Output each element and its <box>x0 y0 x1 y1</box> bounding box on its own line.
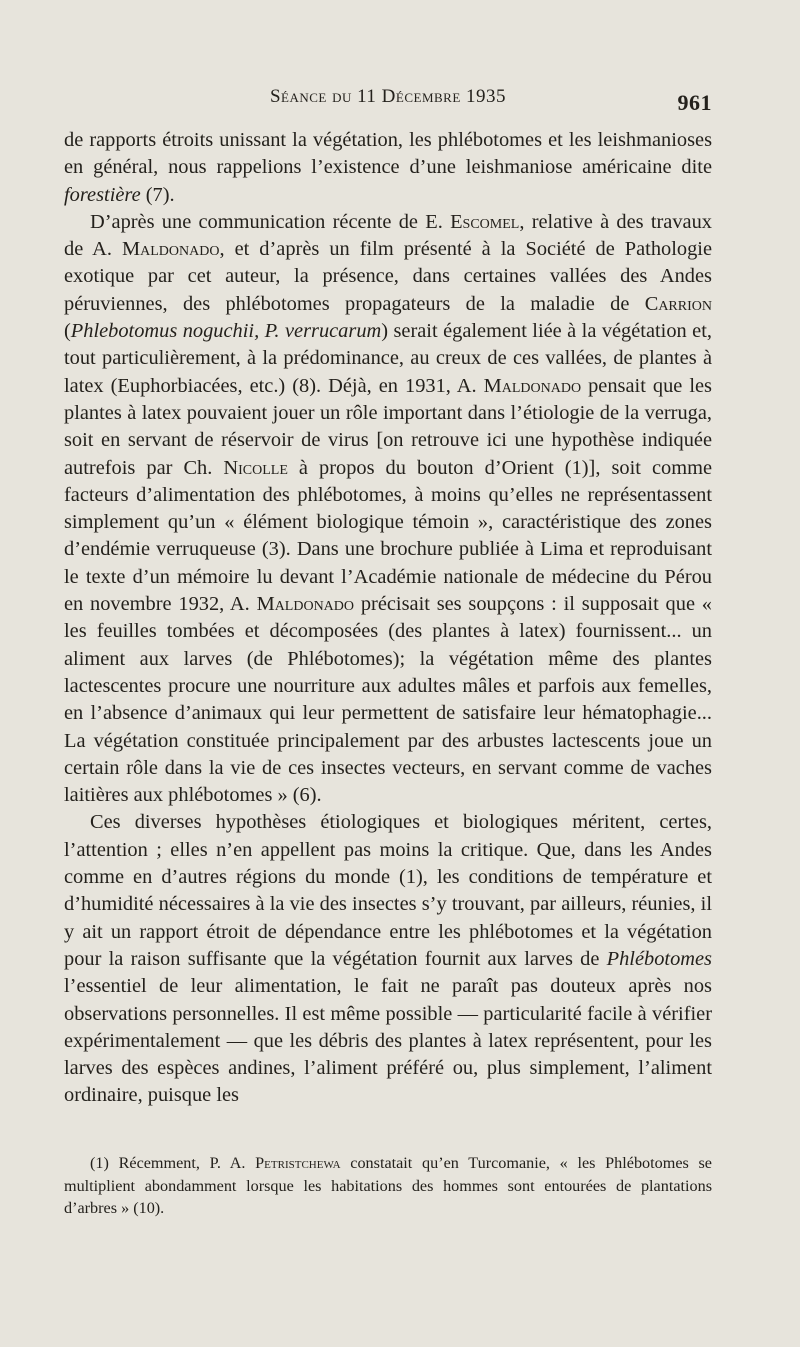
author-name: Petristchewa <box>255 1154 341 1172</box>
text-run: de rapports étroits unissant la végétation, les phlébotomes et les leishmanioses en général, nous rappelions l’existence d’une leishmaniose américaine dite <box>64 129 712 179</box>
text-run: Ces diverses hypothèses étiologiques et biologiques méritent, certes, l’attention ; elles n’en appellent pas moins la critique. Que, dans les Andes comme en d’autres régions du monde (1), les conditions de température et d’humidité nécessaires à la vie des insectes s’y trouvant, par ailleurs, réunies, il y ait un rapport étroit de dépendance entre les phlébotomes et la végétation pour la raison suffisante que la végétation fournit aux larves de <box>64 811 712 970</box>
text-run: à propos du bouton d’Orient (1)], soit comme facteurs d’alimentation des phlébotomes, à moins qu’elles ne représentassent simplement qu’un « élément biologique témoin », caractéristique des zones d’endémie verruqueuse (3). Dans une brochure publiée à Lima et reproduisant le texte d’un mémoire lu devant l’Académie nationale de médecine du Pérou en novembre 1932, A. <box>64 456 713 616</box>
paragraph-1 <box>64 127 712 209</box>
paragraph-3 <box>64 809 712 1109</box>
italic-text: forestière <box>64 183 141 206</box>
text-run: pensait que les plantes à latex pouvaient jouer un rôle important dans l’étiologie de la verruga, soit en servant de réservoir de virus [on retrouve ici une hypothèse indiquée autrefois par Ch. <box>64 374 712 479</box>
text-run: ) serait également liée à la végétation et, tout particulièrement, à la prédominance, au creux de ces vallées, de plantes à latex (Euphorbiacées, etc.) (8). Déjà, en 1931, A. <box>64 320 712 397</box>
author-name: Maldonado <box>256 593 355 616</box>
author-name: Maldonado <box>121 238 220 261</box>
text-run: précisait ses soupçons : il supposait que « les feuilles tombées et décomposées (des plantes à latex) fournissent... un aliment aux larves (de Phlébotomes); la végétation même des plantes lactescentes procure une nourriture aux adultes mâles et parfois aux femelles, en l’absence d’animaux qui leur permettent de satisfaire leur hématophagie... La végétation constituée principalement par des arbustes lactescents joue un certain rôle dans la vie de ces insectes vecteurs, en servant comme de vaches laitières aux phlébotomes » (6). <box>64 593 712 807</box>
footnote <box>64 1152 712 1220</box>
author-name: Carrion <box>644 292 712 315</box>
running-header <box>64 86 712 115</box>
text-run: D’après une communication récente de E. <box>90 210 451 233</box>
body-text <box>64 127 712 1110</box>
text-run: constatait qu’en Turcomanie, « les Phlébotomes se multiplient abondamment lorsque les habitations des hommes sont entourées de plantations d’arbres » (10). <box>64 1154 712 1217</box>
text-run: ( <box>64 320 71 343</box>
paragraph-2 <box>64 209 712 810</box>
author-name: Maldonado <box>483 374 582 397</box>
text-run: (1) Récemment, P. A. <box>90 1154 256 1172</box>
text-run: l’essentiel de leur alimentation, le fait ne paraît pas douteux après nos observations personnelles. Il est même possible — particularité facile à vérifier expérimentalement — que les débris des plantes à latex représentent, pour les larves des espèces andines, l’aliment préféré ou, plus simplement, l’aliment ordinaire, puisque les <box>64 975 712 1107</box>
running-title: Séance du 11 Décembre 1935 <box>269 86 507 107</box>
text-run: (7). <box>140 183 175 206</box>
author-name: Escomel <box>450 210 520 233</box>
author-name: Nicolle <box>223 456 288 479</box>
page-number: 961 <box>677 90 712 115</box>
italic-text: Phlebotomus noguchii, P. verrucarum <box>70 320 382 343</box>
text-run: , relative à des travaux de A. <box>64 210 712 261</box>
text-run: , et d’après un film présenté à la Société de Pathologie exotique par cet auteur, la présence, dans certaines vallées des Andes péruviennes, des phlébotomes propagateurs de la maladie de <box>64 238 712 315</box>
italic-text: Phlébotomes <box>606 947 712 970</box>
